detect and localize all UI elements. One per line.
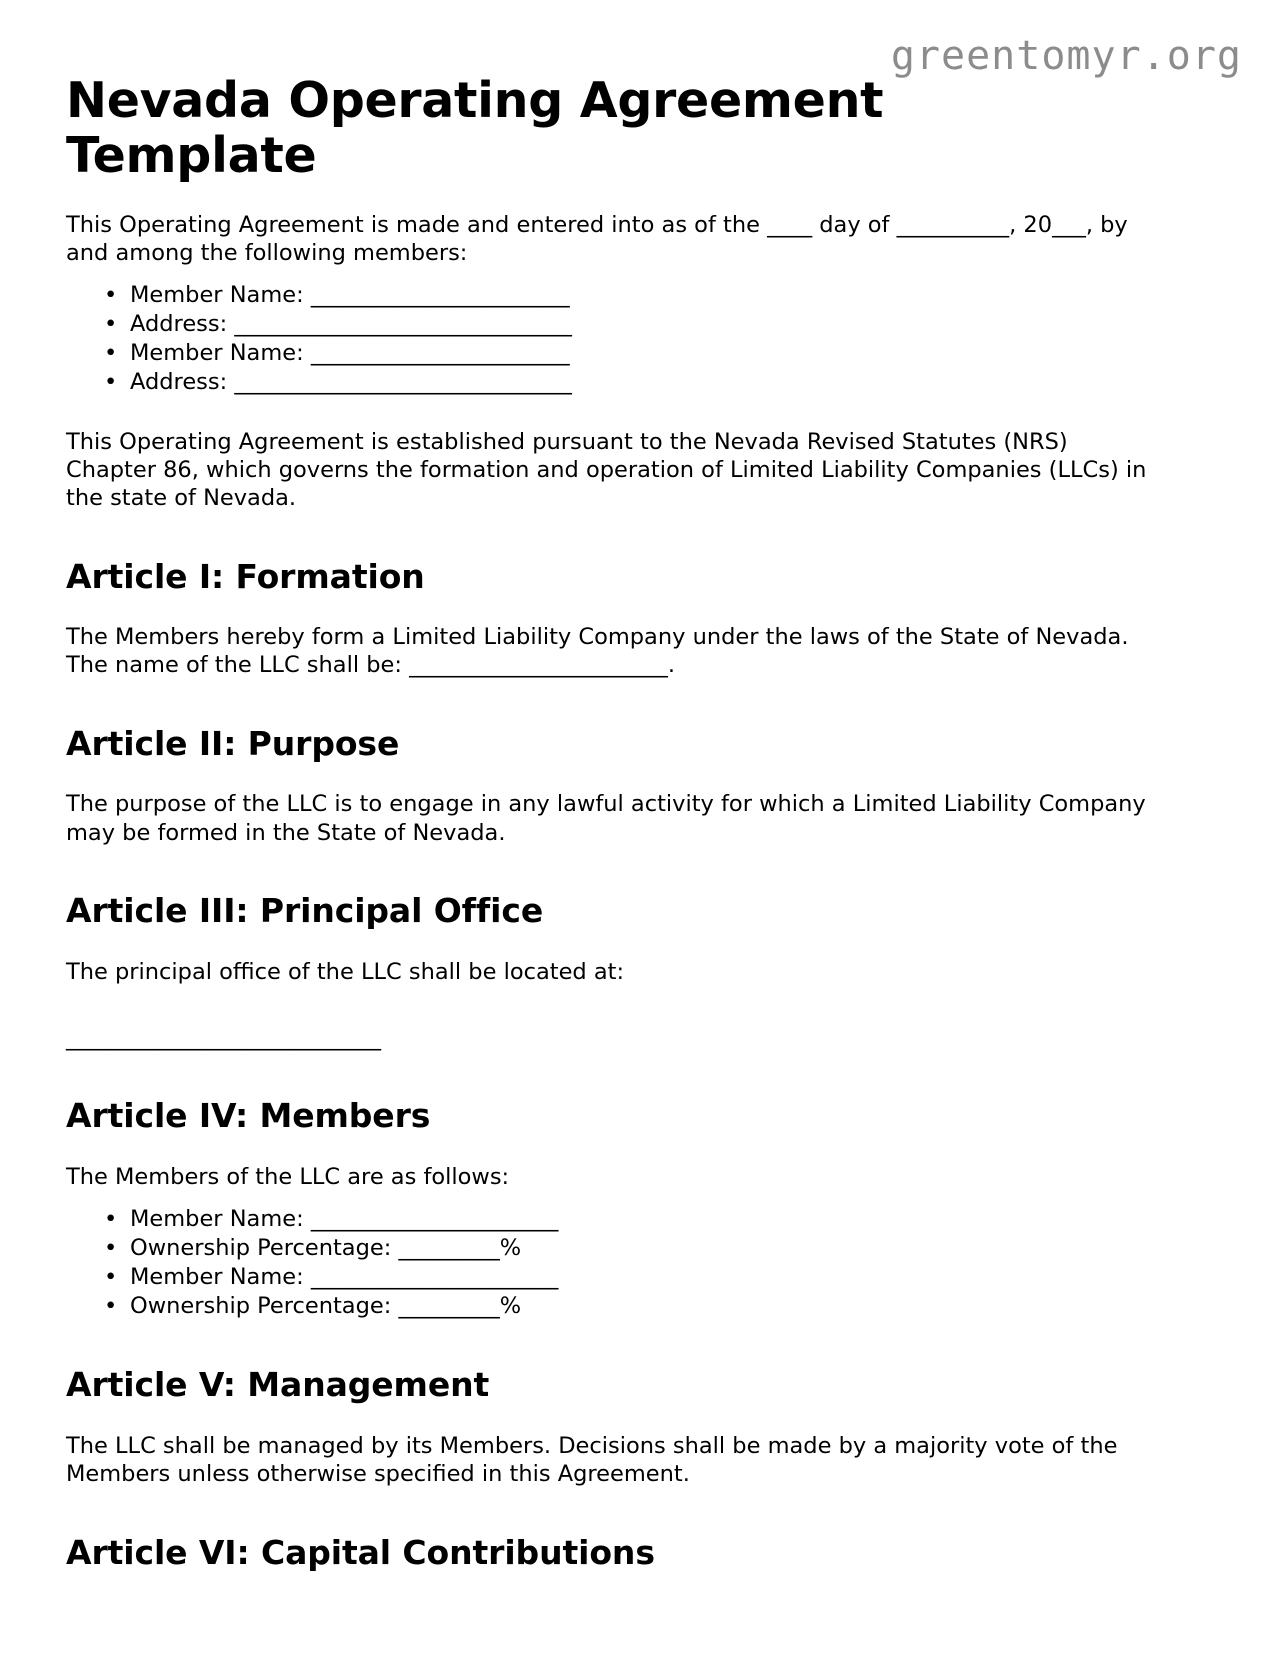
intro-paragraph: This Operating Agreement is made and entered into as of the ____ day of __________, 20___, by and among the following members:	[66, 211, 1128, 267]
site-watermark: greentomyr.org	[890, 33, 1242, 79]
article-heading-purpose: Article II: Purpose	[66, 723, 400, 763]
list-item: • Member Name: ______________________	[104, 1205, 1148, 1234]
list-item: • Address: ______________________________	[104, 310, 1148, 339]
article-heading-management: Article V: Management	[66, 1365, 490, 1405]
list-item: • Ownership Percentage: _________%	[104, 1234, 1148, 1263]
page-title: Nevada Operating Agreement Template	[66, 72, 884, 184]
principal-office-blank-line: ____________________________	[66, 1025, 381, 1052]
list-item: • Address: ______________________________	[104, 368, 1148, 397]
list-item: • Member Name: _______________________	[104, 339, 1148, 368]
intro-members-list	[66, 281, 1148, 397]
article-body-formation: The Members hereby form a Limited Liability Company under the laws of the State of Nevada. The name of the LLC shall be: _______________________.	[66, 624, 1129, 679]
document-content	[66, 74, 1148, 1572]
article-heading-members: Article IV: Members	[66, 1096, 431, 1136]
statute-paragraph: This Operating Agreement is established pursuant to the Nevada Revised Statutes (NRS) Chapter 86, which governs the formation and operation of Limited Liability Companies (LLCs) in the state of Nevada.	[66, 428, 1147, 512]
list-item: • Member Name: ______________________	[104, 1263, 1148, 1292]
article-heading-principal-office: Article III: Principal Office	[66, 891, 544, 931]
list-item: • Ownership Percentage: _________%	[104, 1292, 1148, 1321]
article-heading-formation: Article I: Formation	[66, 556, 425, 596]
article-body-purpose: The purpose of the LLC is to engage in any lawful activity for which a Limited Liability Company may be formed in the State of Nevada.	[66, 791, 1146, 846]
article-body-principal-office: The principal office of the LLC shall be located at:	[66, 958, 625, 985]
article-heading-capital-contributions: Article VI: Capital Contributions	[66, 1532, 655, 1572]
article-body-members: The Members of the LLC are as follows:	[66, 1163, 510, 1190]
members-list	[66, 1205, 1148, 1321]
list-item: • Member Name: _______________________	[104, 281, 1148, 310]
article-body-management: The LLC shall be managed by its Members. Decisions shall be made by a majority vote of the Members unless otherwise specified in this Agreement.	[66, 1432, 1118, 1488]
